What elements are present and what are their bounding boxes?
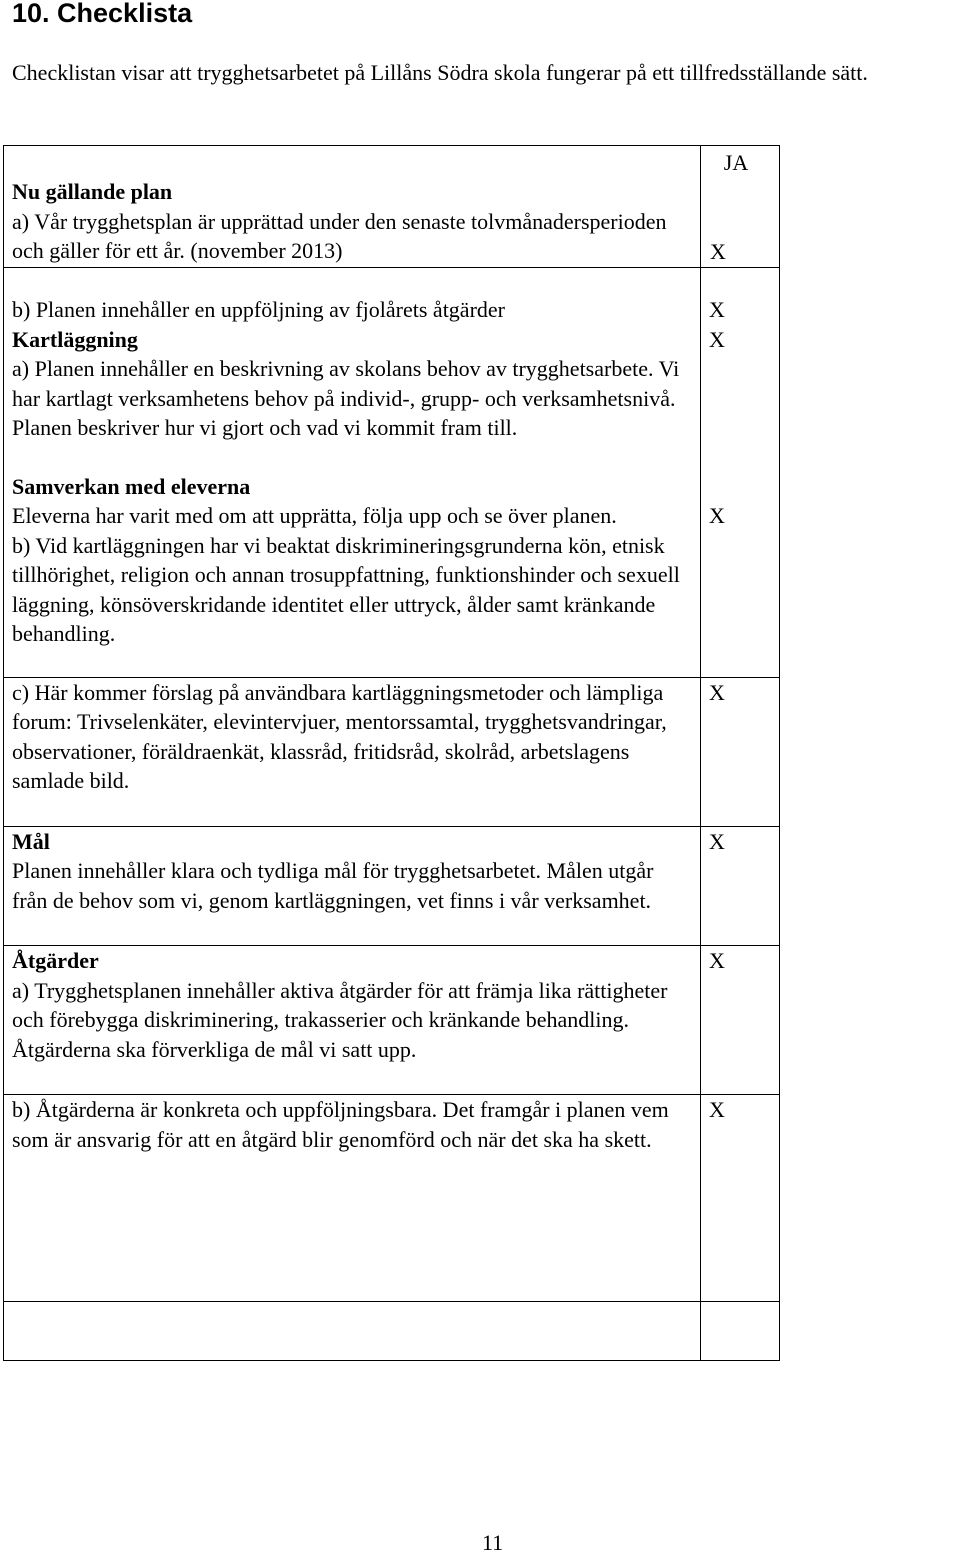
question-text: a) Trygghetsplanen innehåller aktiva åtgärder för att främja lika rättigheter och förebygga diskriminering, trakasserier och kränkande behandling. Åtgärderna ska förverkliga de mål vi satt upp. (12, 977, 668, 1062)
section-title-plan: Nu gällande plan (12, 179, 173, 204)
question-text: b) Planen innehåller en uppföljning av fjolårets åtgärder (12, 297, 505, 322)
checklist-table (3, 145, 780, 1361)
answer-cell (701, 146, 780, 268)
question-cell (4, 268, 701, 678)
section-title-kartlaggning: Kartläggning (12, 326, 138, 352)
question-text: Eleverna har varit med om att upprätta, följa upp och se över planen. (12, 503, 617, 528)
empty-cell (701, 1302, 780, 1361)
section-heading: 10. Checklista (12, 0, 193, 28)
question-cell (4, 677, 701, 826)
question-cell (4, 826, 701, 946)
answer-mark: X (709, 948, 725, 973)
intro-paragraph: Checklistan visar att trygghetsarbetet på Lillåns Södra skola fungerar på ett tillfredsställande sätt. (12, 60, 868, 85)
answer-mark: X (709, 828, 725, 854)
question-text: a) Vår trygghetsplan är upprättad under den senaste tolvmånadersperioden och gäller för ett år. (november 2013) (12, 208, 667, 263)
answer-mark: X (709, 679, 725, 705)
answer-mark: X (709, 297, 725, 322)
answer-mark: X (709, 503, 725, 528)
table-row (4, 677, 780, 826)
question-text: a) Planen innehåller en beskrivning av skolans behov av trygghetsarbete. Vi har kartlagt verksamhetens behov på individ-, grupp- och verksamhetsnivå. Planen beskriver hur vi gjort och vad vi kommit fram till. (12, 356, 680, 440)
answer-mark: X (709, 326, 725, 352)
section-title-samverkan: Samverkan med eleverna (12, 473, 251, 499)
table-row (4, 146, 780, 268)
question-cell (4, 946, 701, 1095)
question-text: c) Här kommer förslag på användbara kartläggningsmetoder och lämpliga forum: Trivselenkäter, elevintervjuer, mentorssamtal, trygghetsvandringar, observationer, föräldraenkät, klassråd, fritidsråd, skolråd, arbetslagens samlade bild. (12, 679, 667, 793)
table-row (4, 268, 780, 678)
table-row-empty (4, 1302, 780, 1361)
question-text: b) Vid kartläggningen har vi beaktat diskrimineringsgrunderna kön, etnisk tillhörighet, religion och annan trosuppfattning, funktionshinder och sexuell läggning, könsöverskridande identitet eller uttryck, ålder samt kränkande behandling. (12, 532, 680, 646)
table-row (4, 946, 780, 1095)
question-cell (4, 1095, 701, 1302)
answer-cell (701, 946, 780, 1095)
table-row (4, 826, 780, 946)
answer-cell (701, 826, 780, 946)
answer-cell (701, 677, 780, 826)
table-row (4, 1095, 780, 1302)
answer-mark: X (710, 238, 726, 264)
page-number: 11 (482, 1530, 504, 1555)
section-title-mal: Mål (12, 828, 50, 854)
answer-mark: X (709, 1097, 725, 1122)
answer-cell (701, 268, 780, 678)
question-text: b) Åtgärderna är konkreta och uppföljningsbara. Det framgår i planen vem som är ansvarig för att en åtgärd blir genomförd och när det ska ha skett. (12, 1097, 669, 1152)
section-title-atgarder: Åtgärder (12, 948, 99, 973)
answer-cell (701, 1095, 780, 1302)
answer-header: JA (723, 150, 749, 175)
empty-cell (4, 1302, 701, 1361)
question-text: Planen innehåller klara och tydliga mål för trygghetsarbetet. Målen utgår från de behov som vi, genom kartläggningen, vet finns i vår verksamhet. (12, 858, 654, 913)
question-cell (4, 146, 701, 268)
